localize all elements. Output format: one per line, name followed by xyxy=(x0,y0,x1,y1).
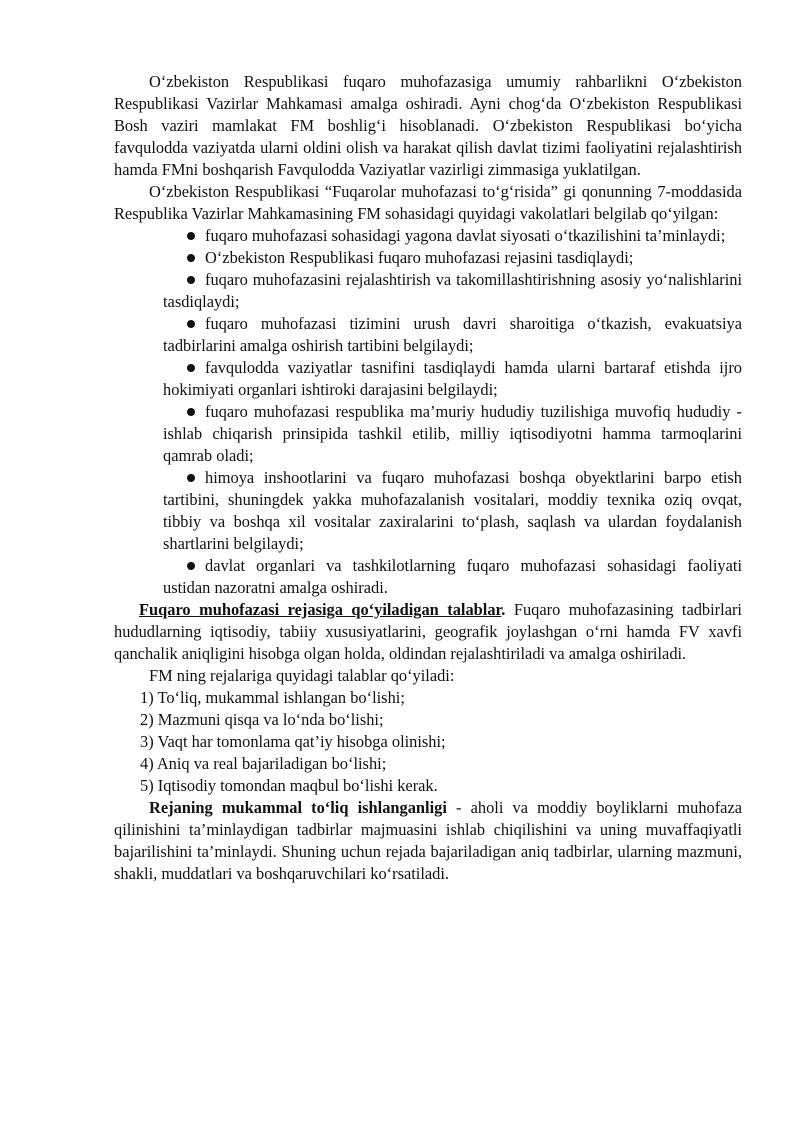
list-item: fuqaro muhofazasi sohasidagi yagona davlat siyosati o‘tkazilishini ta’minlaydi; xyxy=(163,225,742,247)
list-item: 1) To‘liq, mukammal ishlangan bo‘lishi; xyxy=(140,688,405,707)
paragraph-requirements: Fuqaro muhofazasi rejasiga qo‘yiladigan talablar. Fuqaro muhofazasining tadbirlari hududlarning iqtisodiy, tabiiy xususiyatlarini, geografik joylashgan o‘rni hamda FV xavfi qanchalik aniqligini hisobga olgan holda, oldindan rejalashtiriladi va amalga oshiriladi. xyxy=(114,600,742,663)
list-item: favqulodda vaziyatlar tasnifini tasdiqlaydi hamda ularni bartaraf etishda ijro hokimiyati organlari ishtiroki darajasini belgilaydi; xyxy=(163,358,742,399)
plan-completeness-term: Rejaning mukammal to‘liq ishlanganligi xyxy=(149,798,447,817)
requirements-intro: FM ning rejalariga quyidagi talablar qo‘yiladi: xyxy=(149,666,455,685)
list-item: fuqaro muhofazasi tizimini urush davri sharoitiga o‘tkazish, evakuatsiya tadbirlarini amalga oshirish tartibini belgilaydi; xyxy=(163,314,742,355)
bullet-icon xyxy=(187,254,195,262)
bullet-icon xyxy=(187,474,195,482)
list-item: davlat organlari va tashkilotlarning fuqaro muhofazasi sohasidagi faoliyati ustidan nazoratni amalga oshiradi. xyxy=(163,556,742,597)
requirements-numbered-list xyxy=(114,687,742,797)
requirements-text: Fuqaro muhofazasining tadbirlari hududlarning iqtisodiy, tabiiy xususiyatlarini, geografik joylashgan o‘rni hamda FV xavfi qanchalik aniqligini hisobga olgan holda, oldindan rejalashtiriladi va amalga oshiriladi. xyxy=(114,600,742,663)
bullet-icon xyxy=(187,562,195,570)
bullet-icon xyxy=(187,364,195,372)
list-item: fuqaro muhofazasi respublika ma’muriy hududiy tuzilishiga muvofiq hududiy - ishlab chiqarish prinsipida tashkil etilib, milliy iqtisodiyotni hamma tarmoqlarini qamrab oladi; xyxy=(163,402,742,465)
document-body xyxy=(114,71,742,885)
paragraph-leadership: O‘zbekiston Respublikasi fuqaro muhofazasiga umumiy rahbarlikni O‘zbekiston Respublikasi Vazirlar Mahkamasi amalga oshiradi. Ayni chog‘da O‘zbekiston Respublikasi Bosh vaziri mamlakat FM boshlig‘i hisoblanadi. O‘zbekiston Respublikasi bo‘yicha favqulodda vaziyatda ularni oldini olish va harakat qilish davlat tizimi faoliyatini rejalashtirish hamda FMni boshqarish Favqulodda Vaziyatlar vazirligi zimmasiga yuklatilgan. xyxy=(114,72,742,179)
bullet-icon xyxy=(187,276,195,284)
list-item: 3) Vaqt har tomonlama qat’iy hisobga olinishi; xyxy=(140,732,446,751)
bullet-icon xyxy=(187,232,195,240)
powers-bullet-list xyxy=(114,225,742,599)
list-item: fuqaro muhofazasini rejalashtirish va takomillashtirishning asosiy yo‘nalishlarini tasdiqlaydi; xyxy=(163,270,742,311)
list-item: 5) Iqtisodiy tomondan maqbul bo‘lishi kerak. xyxy=(140,776,438,795)
paragraph-law-article: O‘zbekiston Respublikasi “Fuqarolar muhofazasi to‘g‘risida” gi qonunning 7-moddasida Respublika Vazirlar Mahkamasining FM sohasidagi quyidagi vakolatlari belgilab qo‘yilgan: xyxy=(114,182,742,223)
paragraph-plan-completeness xyxy=(114,797,742,885)
bullet-icon xyxy=(187,320,195,328)
list-item: himoya inshootlarini va fuqaro muhofazasi boshqa obyektlarini barpo etish tartibini, shuningdek yakka muhofazalanish vositalari, moddiy texnika oziq ovqat, tibbiy va boshqa xil vositalar zaxiralarini to‘plash, saqlash va ulardan foydalanish shartlarini belgilaydi; xyxy=(163,468,742,553)
list-item: 2) Mazmuni qisqa va lo‘nda bo‘lishi; xyxy=(140,710,384,729)
bullet-icon xyxy=(187,408,195,416)
list-item: 4) Aniq va real bajariladigan bo‘lishi; xyxy=(140,754,387,773)
requirements-heading: Fuqaro muhofazasi rejasiga qo‘yiladigan talablar xyxy=(139,600,502,619)
list-item: O‘zbekiston Respublikasi fuqaro muhofazasi rejasini tasdiqlaydi; xyxy=(163,247,742,269)
plan-completeness-text: - aholi va moddiy boyliklarni muhofaza qilinishini ta’minlaydigan tadbirlar majmuasini ishlab chiqilishini va uning muvaffaqiyatli bajarilishini ta’minlaydi. Shuning uchun rejada bajariladigan aniq tadbirlar, ularning mazmuni, shakli, muddatlari va boshqaruvchilari ko‘rsatiladi. xyxy=(114,798,742,883)
